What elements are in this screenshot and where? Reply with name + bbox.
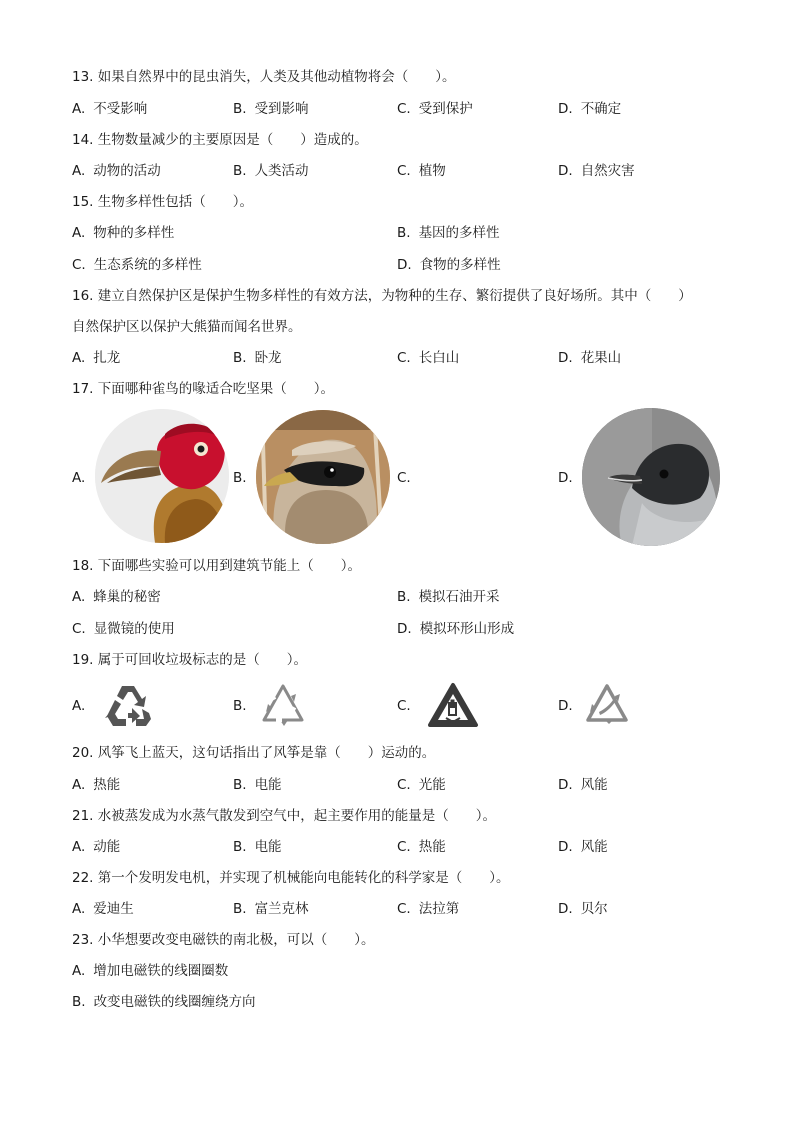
q15-option-b: B. 基因的多样性 — [397, 225, 500, 241]
q23-option-a: A. 增加电磁铁的线圈圈数 — [72, 963, 229, 979]
question-23-stem: 23. 小华想要改变电磁铁的南北极，可以（ ）。 — [72, 932, 375, 948]
question-22-stem: 22. 第一个发明发电机，并实现了机械能向电能转化的科学家是（ ）。 — [72, 870, 510, 886]
q17-option-b-letter: B. — [233, 470, 247, 486]
q19-option-c-letter: C. — [397, 698, 411, 714]
q19-option-a-letter: A. — [72, 698, 86, 714]
q15-option-c: C. 生态系统的多样性 — [72, 257, 202, 273]
q14-option-a: A. 动物的活动 — [72, 163, 161, 179]
q21-option-a: A. 动能 — [72, 839, 121, 855]
q15-option-a: A. 物种的多样性 — [72, 225, 175, 241]
q13-option-d: D. 不确定 — [558, 101, 622, 117]
q14-option-b: B. 人类活动 — [233, 163, 309, 179]
q13-option-a: A. 不受影响 — [72, 101, 148, 117]
q20-option-c: C. 光能 — [397, 777, 446, 793]
q20-option-b: B. 电能 — [233, 777, 282, 793]
question-20-stem: 20. 风筝飞上蓝天，这句话指出了风筝是靠（ ）运动的。 — [72, 745, 436, 761]
question-16-stem-cont: 自然保护区以保护大熊猫而闻名世界。 — [72, 319, 302, 335]
q23-option-b: B. 改变电磁铁的线圈缠绕方向 — [72, 994, 256, 1010]
q18-option-c: C. 显微镜的使用 — [72, 621, 175, 637]
question-18-stem: 18. 下面哪些实验可以用到建筑节能上（ ）。 — [72, 558, 362, 574]
recycle-arrows-icon — [102, 683, 154, 733]
question-16-stem: 16. 建立自然保护区是保护生物多样性的有效方法，为物种的生存、繁衍提供了良好场所。其中（ ） — [72, 288, 692, 304]
q22-option-b: B. 富兰克林 — [233, 901, 309, 917]
q18-option-d: D. 模拟环形山形成 — [397, 621, 515, 637]
q17-option-d-letter: D. — [558, 470, 573, 486]
q13-option-c: C. 受到保护 — [397, 101, 473, 117]
q16-option-b: B. 卧龙 — [233, 350, 282, 366]
q16-option-a: A. 扎龙 — [72, 350, 121, 366]
q14-option-c: C. 植物 — [397, 163, 446, 179]
q20-option-d: D. 风能 — [558, 777, 608, 793]
question-17-stem: 17. 下面哪种雀鸟的喙适合吃坚果（ ）。 — [72, 381, 335, 397]
q18-option-b: B. 模拟石油开采 — [397, 589, 500, 605]
q20-option-a: A. 热能 — [72, 777, 121, 793]
q19-option-d-letter: D. — [558, 698, 573, 714]
masked-finch-photo — [256, 410, 390, 544]
q22-option-a: A. 爱迪生 — [72, 901, 134, 917]
q22-option-c: C. 法拉第 — [397, 901, 460, 917]
q21-option-c: C. 热能 — [397, 839, 446, 855]
q17-option-c-letter: C. — [397, 470, 411, 486]
q16-option-d: D. 花果山 — [558, 350, 622, 366]
q22-option-d: D. 贝尔 — [558, 901, 608, 917]
recycle-bottle-icon — [581, 682, 633, 732]
q21-option-d: D. 风能 — [558, 839, 608, 855]
q18-option-a: A. 蜂巢的秘密 — [72, 589, 161, 605]
question-19-stem: 19. 属于可回收垃圾标志的是（ ）。 — [72, 652, 308, 668]
dark-bird-photo — [582, 408, 720, 546]
q21-option-b: B. 电能 — [233, 839, 282, 855]
q15-option-d: D. 食物的多样性 — [397, 257, 501, 273]
q17-option-a-letter: A. — [72, 470, 86, 486]
question-13-stem: 13. 如果自然界中的昆虫消失，人类及其他动植物将会（ ）。 — [72, 69, 456, 85]
recycle-triangle-outline-icon — [258, 682, 308, 732]
question-14-stem: 14. 生物数量减少的主要原因是（ ）造成的。 — [72, 132, 368, 148]
red-head-bird-photo — [95, 409, 229, 543]
q16-option-c: C. 长白山 — [397, 350, 460, 366]
q19-option-b-letter: B. — [233, 698, 247, 714]
q13-option-b: B. 受到影响 — [233, 101, 309, 117]
q14-option-d: D. 自然灾害 — [558, 163, 635, 179]
question-21-stem: 21. 水被蒸发成为水蒸气散发到空气中，起主要作用的能量是（ ）。 — [72, 808, 497, 824]
question-15-stem: 15. 生物多样性包括（ ）。 — [72, 194, 254, 210]
recycle-battery-icon — [426, 682, 480, 734]
